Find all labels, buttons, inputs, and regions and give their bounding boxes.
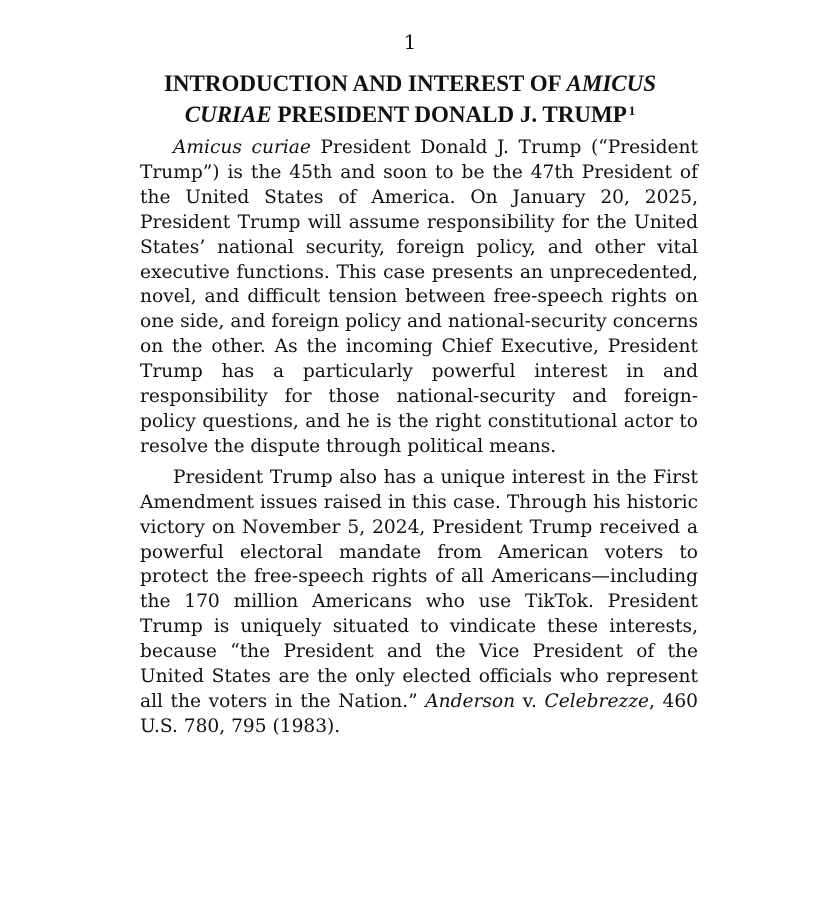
case-name-celebrezze: Celebrezze (544, 690, 650, 712)
body-text (140, 136, 698, 740)
section-heading (120, 68, 700, 130)
paragraph-1 (140, 136, 698, 460)
paragraph-2 (140, 466, 698, 740)
page-number: 1 (403, 30, 417, 54)
case-citation: , 460 U.S. 780, 795 (1983). (140, 690, 699, 737)
footnote-marker: 1 (628, 103, 636, 118)
heading-italic-curiae: CURIAE (184, 102, 272, 127)
heading-text-2: PRESIDENT DONALD J. TRUMP (271, 102, 627, 127)
paragraph-2-text: President Trump also has a unique interest in the First Amendment issues raised in this case. Through his historic victory on November 5, 2024, President Trump received a powerful electoral mandate from American voters to protect the free-speech rights of all Americans—including the 170 million Americans who use TikTok. President Trump is uniquely situated to vindicate these interests, because “the President and the Vice President of the United States are the only elected officials who represent all the voters in the Nation.” (140, 466, 698, 712)
paragraph-1-lead-italic: Amicus curiae (173, 137, 311, 158)
case-versus: v. (515, 690, 545, 712)
case-name-anderson: Anderson (425, 690, 516, 712)
paragraph-1-text: President Donald J. Trump (“President Trump”) is the 45th and soon to be the 47th President of the United States of America. On January 20, 2025, President Trump will assume responsibility for the United States’ national security, foreign policy, and other vital executive functions. This case presents an unprecedented, novel, and difficult tension between free-speech rights on one side, and foreign policy and national-security concerns on the other. As the incoming Chief Executive, President Trump has a particularly powerful interest in and responsibility for those national-security and foreign-policy questions, and he is the right constitutional actor to resolve the dispute through political means. (140, 137, 698, 457)
heading-italic-amicus: AMICUS (566, 71, 657, 96)
heading-text-1: INTRODUCTION AND INTEREST OF (163, 71, 567, 96)
